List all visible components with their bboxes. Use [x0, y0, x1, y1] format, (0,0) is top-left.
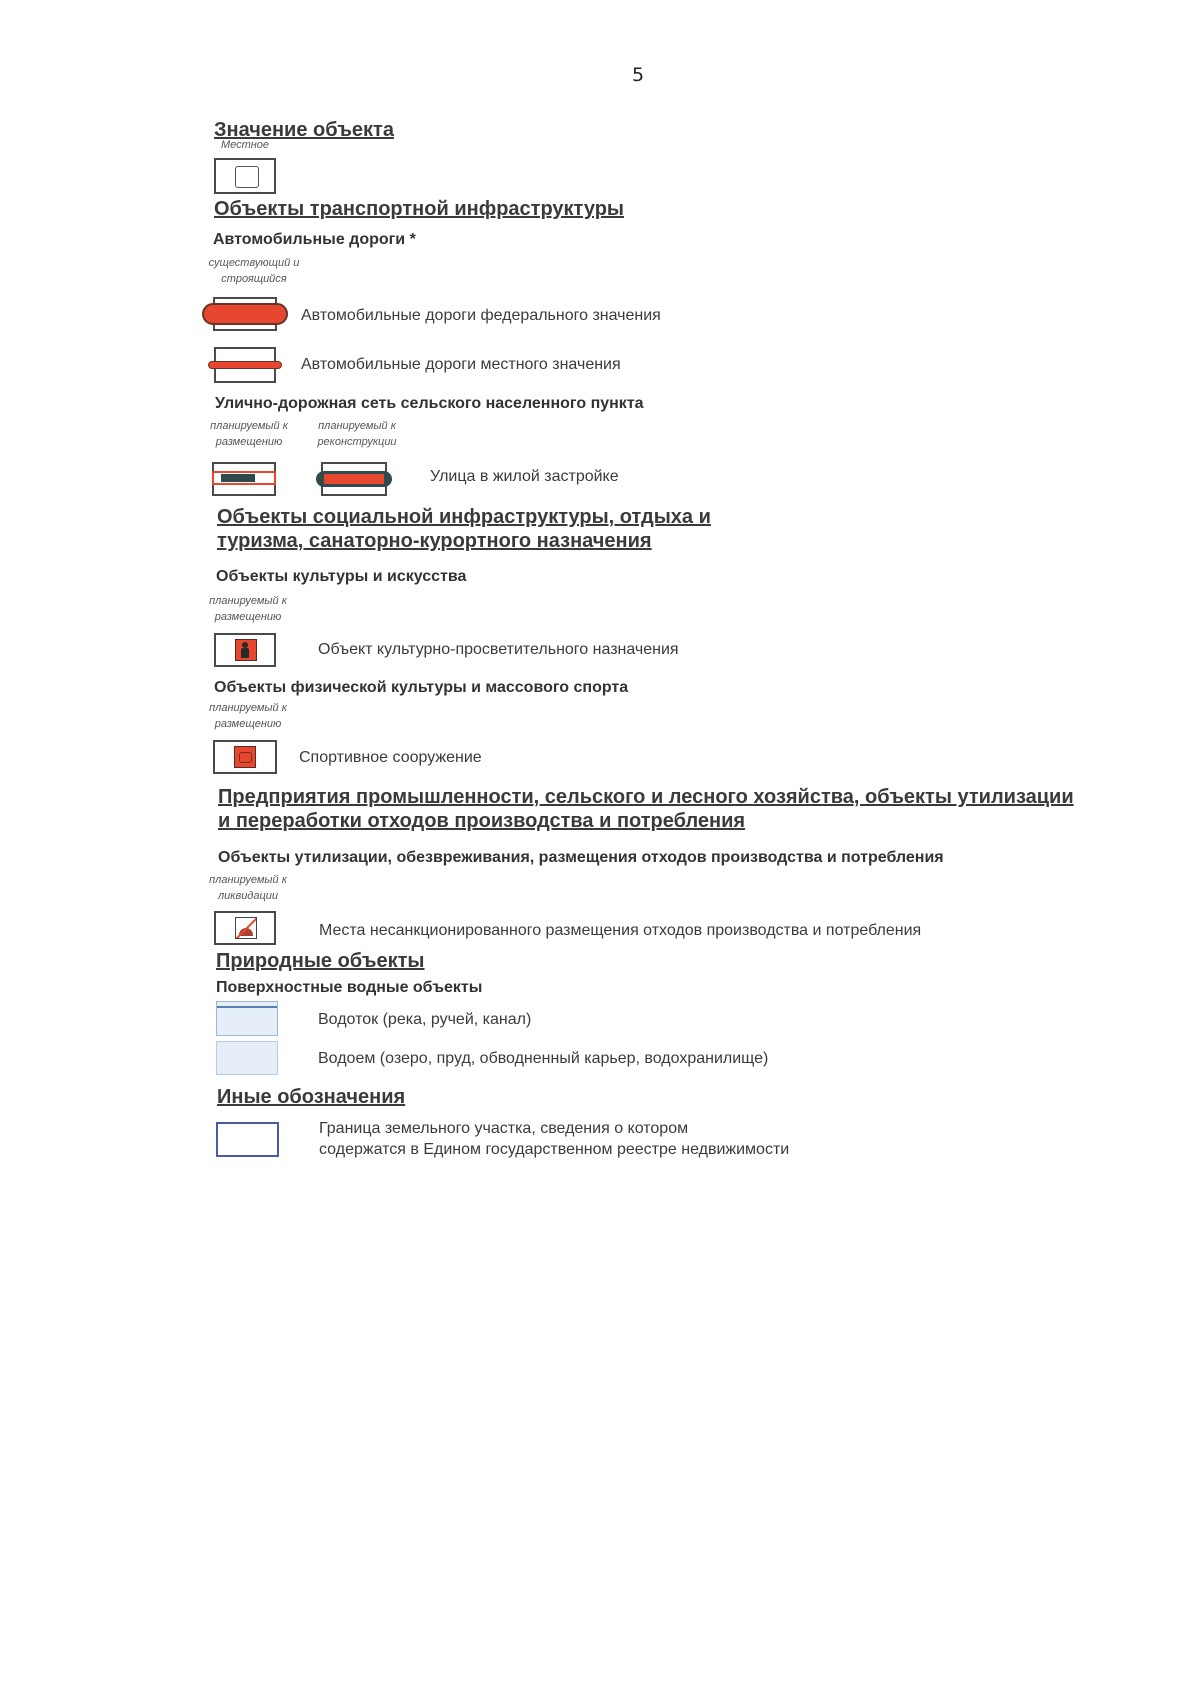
culture-item-label: Объект культурно-просветительного назначения: [318, 641, 679, 658]
social-title-line1: Объекты социальной инфраструктуры, отдыха и: [217, 506, 711, 528]
other-title: Иные обозначения: [217, 1086, 406, 1108]
culture-symbol: [214, 633, 276, 667]
culture-title: Объекты культуры и искусства: [216, 568, 467, 585]
parcel-boundary-symbol: [216, 1122, 279, 1157]
sport-title: Объекты физической культуры и массового спорта: [214, 679, 629, 696]
water-title: Поверхностные водные объекты: [216, 979, 483, 996]
street-planned-symbol: [212, 462, 276, 496]
streets-note-reconstruction: планируемый к реконструкции: [317, 420, 397, 448]
social-title-line2: туризма, санаторно-курортного назначения: [217, 530, 652, 552]
waste-symbol: [214, 911, 276, 945]
culture-note: планируемый к размещению: [209, 595, 287, 623]
local-road-label: Автомобильные дороги местного значения: [301, 356, 621, 373]
stream-symbol: [216, 1001, 278, 1036]
square-icon: [235, 166, 259, 188]
natural-title: Природные объекты: [216, 950, 425, 972]
sport-symbol: [213, 740, 277, 774]
parcel-label-line2: содержатся в Едином государственном реестре недвижимости: [319, 1141, 790, 1158]
residential-street-label: Улица в жилой застройке: [430, 468, 619, 485]
sport-note: планируемый к размещению: [209, 702, 287, 730]
local-road-symbol: [208, 347, 282, 383]
street-reconstruction-symbol: [316, 462, 392, 496]
roads-title: Автомобильные дороги *: [213, 231, 416, 248]
page-number: 5: [632, 64, 645, 86]
sport-item-label: Спортивное сооружение: [299, 749, 482, 766]
local-meaning-symbol: [214, 158, 276, 194]
reservoir-label: Водоем (озеро, пруд, обводненный карьер, водохранилище): [318, 1050, 769, 1067]
reservoir-symbol: [216, 1041, 278, 1075]
transport-title: Объекты транспортной инфраструктуры: [214, 198, 624, 220]
waste-item-label: Места несанкционированного размещения отходов производства и потребления: [319, 922, 922, 939]
streets-title: Улично-дорожная сеть сельского населенного пункта: [215, 395, 644, 412]
industry-title-line1: Предприятия промышленности, сельского и лесного хозяйства, объекты утилизации: [218, 786, 1074, 808]
parcel-label-line1: Граница земельного участка, сведения о котором: [319, 1120, 689, 1137]
waste-dump-icon: [235, 917, 257, 939]
stream-label: Водоток (река, ручей, канал): [318, 1011, 532, 1028]
culture-object-icon: [235, 639, 257, 661]
federal-road-label: Автомобильные дороги федерального значения: [301, 307, 661, 324]
object-meaning-title: Значение объекта: [214, 119, 394, 141]
streets-note-planned: планируемый к размещению: [210, 420, 288, 448]
waste-title: Объекты утилизации, обезвреживания, размещения отходов производства и потребления: [218, 849, 944, 866]
object-meaning-note: Местное: [220, 139, 270, 151]
industry-title-line2: и переработки отходов производства и потребления: [218, 810, 746, 832]
federal-road-symbol: [202, 297, 288, 331]
sport-facility-icon: [234, 746, 256, 768]
roads-note: существующий и строящийся: [208, 257, 300, 285]
waste-note: планируемый к ликвидации: [209, 874, 287, 902]
